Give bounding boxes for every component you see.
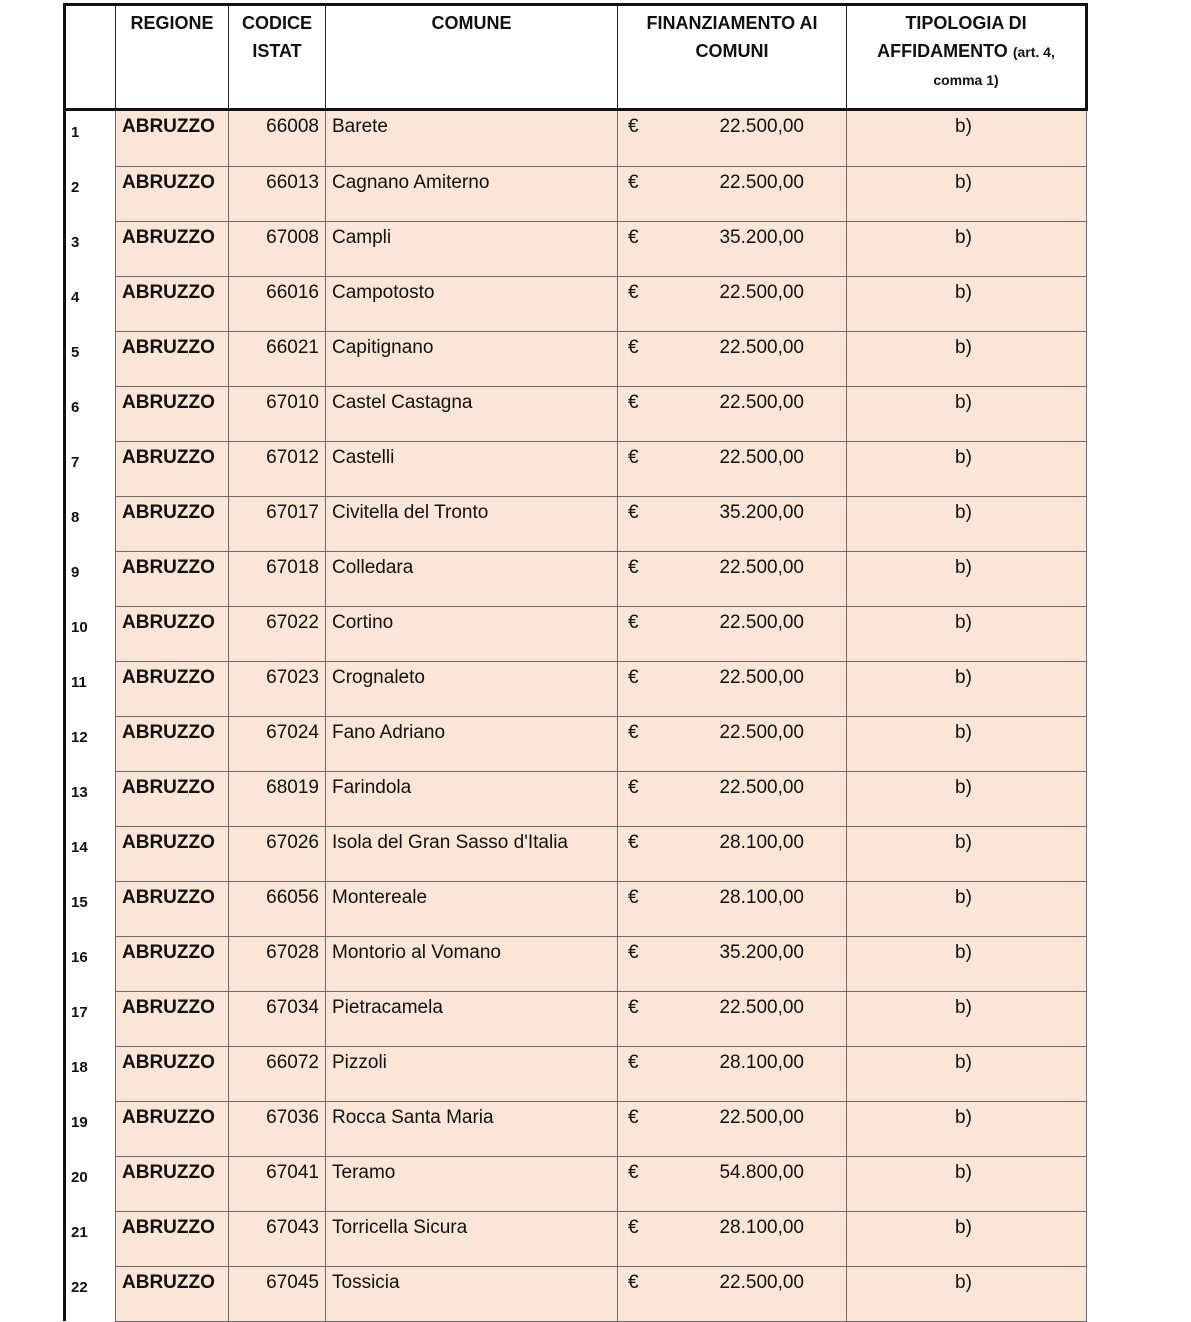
tipologia-cell: b) [847, 441, 1087, 496]
tipologia-cell: b) [847, 1046, 1087, 1101]
comune-cell: Farindola [326, 771, 618, 826]
codice-istat-cell: 67028 [229, 936, 326, 991]
finanziamento-cell [618, 551, 847, 606]
header-tipologia [847, 5, 1087, 110]
comune-cell: Tossicia [326, 1266, 618, 1321]
row-number: 16 [65, 936, 116, 991]
table-row [65, 716, 1087, 771]
euro-symbol: € [628, 996, 639, 1018]
finanziamento-value: 22.500,00 [719, 446, 804, 468]
row-number: 9 [65, 551, 116, 606]
header-finanziamento-line1: FINANZIAMENTO AI [646, 13, 818, 33]
row-number: 14 [65, 826, 116, 881]
header-tipologia-note2: comma 1) [933, 72, 999, 88]
codice-istat-cell: 67018 [229, 551, 326, 606]
table-row [65, 1211, 1087, 1266]
header-tipologia-line1: TIPOLOGIA DI [905, 13, 1027, 33]
tipologia-cell: b) [847, 771, 1087, 826]
finanziamento-value: 22.500,00 [719, 721, 804, 743]
row-number: 10 [65, 606, 116, 661]
finanziamento-cell [618, 1211, 847, 1266]
comune-cell: Colledara [326, 551, 618, 606]
regione-cell: ABRUZZO [116, 1101, 229, 1156]
finanziamento-cell [618, 1266, 847, 1321]
euro-symbol: € [628, 941, 639, 963]
header-row [65, 5, 1087, 110]
finanziamento-value: 54.800,00 [719, 1161, 804, 1183]
regione-cell: ABRUZZO [116, 276, 229, 331]
table-row [65, 881, 1087, 936]
euro-symbol: € [628, 1271, 639, 1293]
finanziamento-value: 22.500,00 [719, 336, 804, 358]
codice-istat-cell: 67012 [229, 441, 326, 496]
table-row [65, 991, 1087, 1046]
euro-symbol: € [628, 281, 639, 303]
table-row [65, 441, 1087, 496]
euro-symbol: € [628, 116, 639, 137]
euro-symbol: € [628, 721, 639, 743]
tipologia-cell: b) [847, 881, 1087, 936]
codice-istat-cell: 67026 [229, 826, 326, 881]
finanziamento-cell [618, 110, 847, 167]
euro-symbol: € [628, 501, 639, 523]
comune-cell: Pietracamela [326, 991, 618, 1046]
row-number: 1 [65, 110, 116, 167]
finanziamento-cell [618, 1046, 847, 1101]
row-number: 22 [65, 1266, 116, 1321]
row-number: 13 [65, 771, 116, 826]
table-row [65, 826, 1087, 881]
finanziamento-value: 22.500,00 [719, 776, 804, 798]
finanziamento-value: 22.500,00 [719, 391, 804, 413]
funding-table-sheet [63, 3, 1085, 1322]
finanziamento-value: 22.500,00 [719, 1271, 804, 1293]
comune-cell: Fano Adriano [326, 716, 618, 771]
tipologia-cell: b) [847, 1211, 1087, 1266]
euro-symbol: € [628, 226, 639, 248]
table-row [65, 110, 1087, 167]
table-header [65, 5, 1087, 110]
tipologia-cell: b) [847, 606, 1087, 661]
tipologia-cell: b) [847, 826, 1087, 881]
header-row-number [65, 5, 116, 110]
table-row [65, 551, 1087, 606]
finanziamento-cell [618, 606, 847, 661]
comune-cell: Campli [326, 221, 618, 276]
header-tipologia-note1: (art. 4, [1012, 44, 1055, 60]
comune-cell: Crognaleto [326, 661, 618, 716]
finanziamento-value: 28.100,00 [719, 831, 804, 853]
comune-cell: Civitella del Tronto [326, 496, 618, 551]
finanziamento-cell [618, 496, 847, 551]
codice-istat-cell: 67024 [229, 716, 326, 771]
comune-cell: Pizzoli [326, 1046, 618, 1101]
row-number: 7 [65, 441, 116, 496]
regione-cell: ABRUZZO [116, 661, 229, 716]
regione-cell: ABRUZZO [116, 991, 229, 1046]
regione-cell: ABRUZZO [116, 166, 229, 221]
euro-symbol: € [628, 1051, 639, 1073]
finanziamento-cell [618, 881, 847, 936]
codice-istat-cell: 67045 [229, 1266, 326, 1321]
codice-istat-cell: 67022 [229, 606, 326, 661]
table-row [65, 1156, 1087, 1211]
finanziamento-cell [618, 936, 847, 991]
tipologia-cell: b) [847, 331, 1087, 386]
regione-cell: ABRUZZO [116, 1211, 229, 1266]
regione-cell: ABRUZZO [116, 496, 229, 551]
codice-istat-cell: 67023 [229, 661, 326, 716]
table-body [65, 110, 1087, 1322]
euro-symbol: € [628, 446, 639, 468]
comune-cell: Isola del Gran Sasso d'Italia [326, 826, 618, 881]
table-row [65, 936, 1087, 991]
finanziamento-cell [618, 661, 847, 716]
row-number: 17 [65, 991, 116, 1046]
table-row [65, 276, 1087, 331]
comune-cell: Torricella Sicura [326, 1211, 618, 1266]
table-row [65, 661, 1087, 716]
finanziamento-value: 22.500,00 [719, 666, 804, 688]
comune-cell: Cortino [326, 606, 618, 661]
finanziamento-cell [618, 166, 847, 221]
row-number: 21 [65, 1211, 116, 1266]
regione-cell: ABRUZZO [116, 826, 229, 881]
euro-symbol: € [628, 666, 639, 688]
comune-cell: Barete [326, 110, 618, 167]
header-comune: COMUNE [326, 5, 618, 110]
header-regione: REGIONE [116, 5, 229, 110]
tipologia-cell: b) [847, 221, 1087, 276]
euro-symbol: € [628, 831, 639, 853]
regione-cell: ABRUZZO [116, 331, 229, 386]
table-row [65, 331, 1087, 386]
finanziamento-cell [618, 1156, 847, 1211]
codice-istat-cell: 67041 [229, 1156, 326, 1211]
regione-cell: ABRUZZO [116, 551, 229, 606]
table-row [65, 771, 1087, 826]
comune-cell: Montorio al Vomano [326, 936, 618, 991]
codice-istat-cell: 66008 [229, 110, 326, 167]
finanziamento-value: 22.500,00 [719, 611, 804, 633]
euro-symbol: € [628, 1216, 639, 1238]
codice-istat-cell: 66016 [229, 276, 326, 331]
finanziamento-value: 35.200,00 [719, 501, 804, 523]
row-number: 12 [65, 716, 116, 771]
euro-symbol: € [628, 556, 639, 578]
row-number: 15 [65, 881, 116, 936]
codice-istat-cell: 67010 [229, 386, 326, 441]
regione-cell: ABRUZZO [116, 221, 229, 276]
codice-istat-cell: 67034 [229, 991, 326, 1046]
finanziamento-cell [618, 826, 847, 881]
euro-symbol: € [628, 776, 639, 798]
finanziamento-value: 22.500,00 [719, 281, 804, 303]
header-codice-line2: ISTAT [252, 41, 302, 61]
tipologia-cell: b) [847, 716, 1087, 771]
row-number: 4 [65, 276, 116, 331]
comune-cell: Castel Castagna [326, 386, 618, 441]
euro-symbol: € [628, 886, 639, 908]
tipologia-cell: b) [847, 110, 1087, 167]
finanziamento-cell [618, 331, 847, 386]
finanziamento-cell [618, 276, 847, 331]
finanziamento-value: 35.200,00 [719, 226, 804, 248]
row-number: 18 [65, 1046, 116, 1101]
row-number: 6 [65, 386, 116, 441]
codice-istat-cell: 66072 [229, 1046, 326, 1101]
euro-symbol: € [628, 1106, 639, 1128]
codice-istat-cell: 66021 [229, 331, 326, 386]
finanziamento-cell [618, 771, 847, 826]
header-tipologia-line2: AFFIDAMENTO [877, 41, 1008, 61]
header-codice-istat [229, 5, 326, 110]
finanziamento-cell [618, 991, 847, 1046]
table-row [65, 386, 1087, 441]
regione-cell: ABRUZZO [116, 936, 229, 991]
euro-symbol: € [628, 391, 639, 413]
regione-cell: ABRUZZO [116, 110, 229, 167]
header-finanziamento [618, 5, 847, 110]
finanziamento-value: 35.200,00 [719, 941, 804, 963]
header-tipologia-line2-wrap [851, 37, 1081, 66]
regione-cell: ABRUZZO [116, 1266, 229, 1321]
row-number: 2 [65, 166, 116, 221]
codice-istat-cell: 67036 [229, 1101, 326, 1156]
tipologia-cell: b) [847, 276, 1087, 331]
regione-cell: ABRUZZO [116, 716, 229, 771]
tipologia-cell: b) [847, 991, 1087, 1046]
table-row [65, 166, 1087, 221]
row-number: 8 [65, 496, 116, 551]
table-row [65, 1046, 1087, 1101]
codice-istat-cell: 66056 [229, 881, 326, 936]
comune-cell: Capitignano [326, 331, 618, 386]
table-row [65, 606, 1087, 661]
finanziamento-value: 28.100,00 [719, 1051, 804, 1073]
codice-istat-cell: 67008 [229, 221, 326, 276]
header-codice-line1: CODICE [241, 13, 312, 33]
comune-cell: Cagnano Amiterno [326, 166, 618, 221]
tipologia-cell: b) [847, 1101, 1087, 1156]
tipologia-cell: b) [847, 1156, 1087, 1211]
comune-cell: Teramo [326, 1156, 618, 1211]
tipologia-cell: b) [847, 496, 1087, 551]
finanziamento-cell [618, 1101, 847, 1156]
tipologia-cell: b) [847, 661, 1087, 716]
regione-cell: ABRUZZO [116, 881, 229, 936]
finanziamento-cell [618, 386, 847, 441]
euro-symbol: € [628, 611, 639, 633]
regione-cell: ABRUZZO [116, 771, 229, 826]
regione-cell: ABRUZZO [116, 1046, 229, 1101]
finanziamento-value: 28.100,00 [719, 1216, 804, 1238]
regione-cell: ABRUZZO [116, 606, 229, 661]
finanziamento-value: 22.500,00 [719, 116, 804, 137]
codice-istat-cell: 67017 [229, 496, 326, 551]
table-row [65, 221, 1087, 276]
table-row [65, 1266, 1087, 1321]
regione-cell: ABRUZZO [116, 441, 229, 496]
row-number: 11 [65, 661, 116, 716]
comune-cell: Campotosto [326, 276, 618, 331]
finanziamento-cell [618, 441, 847, 496]
tipologia-cell: b) [847, 386, 1087, 441]
finanziamento-value: 28.100,00 [719, 886, 804, 908]
euro-symbol: € [628, 1161, 639, 1183]
finanziamento-cell [618, 221, 847, 276]
tipologia-cell: b) [847, 1266, 1087, 1321]
row-number: 20 [65, 1156, 116, 1211]
tipologia-cell: b) [847, 936, 1087, 991]
finanziamento-value: 22.500,00 [719, 996, 804, 1018]
finanziamento-value: 22.500,00 [719, 1106, 804, 1128]
comune-cell: Rocca Santa Maria [326, 1101, 618, 1156]
finanziamento-value: 22.500,00 [719, 556, 804, 578]
tipologia-cell: b) [847, 551, 1087, 606]
codice-istat-cell: 67043 [229, 1211, 326, 1266]
euro-symbol: € [628, 336, 639, 358]
funding-table [63, 3, 1088, 1322]
row-number: 5 [65, 331, 116, 386]
table-row [65, 1101, 1087, 1156]
finanziamento-value: 22.500,00 [719, 171, 804, 193]
row-number: 19 [65, 1101, 116, 1156]
tipologia-cell: b) [847, 166, 1087, 221]
regione-cell: ABRUZZO [116, 386, 229, 441]
comune-cell: Castelli [326, 441, 618, 496]
comune-cell: Montereale [326, 881, 618, 936]
codice-istat-cell: 68019 [229, 771, 326, 826]
row-number: 3 [65, 221, 116, 276]
finanziamento-cell [618, 716, 847, 771]
table-row [65, 496, 1087, 551]
codice-istat-cell: 66013 [229, 166, 326, 221]
euro-symbol: € [628, 171, 639, 193]
header-finanziamento-line2: COMUNI [695, 41, 769, 61]
regione-cell: ABRUZZO [116, 1156, 229, 1211]
